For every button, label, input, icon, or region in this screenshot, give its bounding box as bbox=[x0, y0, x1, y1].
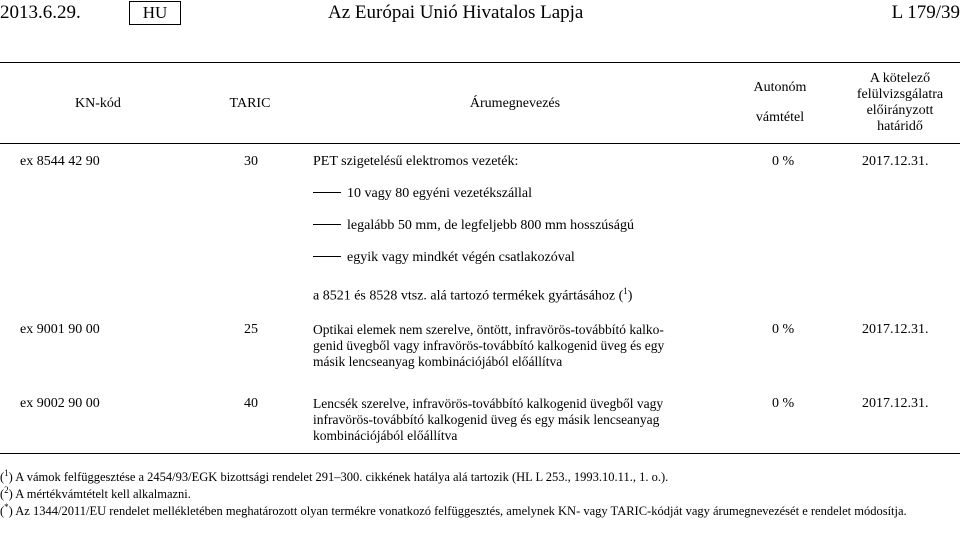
footnote-text: A mértékvámtételt kell alkalmazni. bbox=[15, 487, 191, 502]
dash-marker bbox=[313, 256, 341, 257]
description-cell bbox=[313, 322, 718, 370]
description-tail-text: a 8521 és 8528 vtsz. alá tartozó termékek gyártásához bbox=[313, 288, 616, 304]
description-cell bbox=[313, 396, 718, 444]
column-header-description: Árumegnevezés bbox=[469, 96, 561, 111]
footnote-mark: 1 bbox=[4, 468, 9, 478]
description-line: másik lencseanyag kombinációjából előállítva bbox=[313, 354, 563, 369]
review-date-cell: 2017.12.31. bbox=[862, 322, 929, 337]
taric-cell: 40 bbox=[244, 396, 258, 411]
footnote: (*) Az 1344/2011/EU rendelet mellékletében meghatározott olyan termékre vonatkozó felfüggesztés, amelynek KN- vagy TARIC-kódját vagy árumegnevezését e rendelet módosítja. bbox=[0, 502, 907, 519]
review-date-cell: 2017.12.31. bbox=[862, 396, 929, 411]
duty-cell: 0 % bbox=[772, 154, 795, 169]
duty-header-line1: Autonóm bbox=[753, 80, 807, 95]
footnote-ref: 1 bbox=[623, 286, 628, 296]
footnote-mark: * bbox=[4, 502, 9, 512]
description-list-item bbox=[313, 250, 575, 266]
description-line: kombinációjából előállítva bbox=[313, 428, 458, 443]
description-item-text: legalább 50 mm, de legfeljebb 800 mm hosszúságú bbox=[347, 218, 634, 233]
table-bottom-rule bbox=[0, 453, 960, 454]
footnote-mark: 2 bbox=[4, 485, 9, 495]
description-item-text: 10 vagy 80 egyéni vezetékszállal bbox=[347, 186, 533, 201]
description-line: infravörös-továbbító kalkogenid üveg és egy másik lencseanyag bbox=[313, 412, 660, 427]
column-header-review-date bbox=[840, 71, 960, 135]
page-number: L 179/39 bbox=[891, 2, 960, 23]
column-header-duty bbox=[730, 80, 830, 126]
review-header-line2: felülvizsgálatra bbox=[856, 87, 944, 102]
taric-cell: 30 bbox=[244, 154, 258, 169]
duty-cell: 0 % bbox=[772, 396, 795, 411]
description-item-text: egyik vagy mindkét végén csatlakozóval bbox=[347, 250, 575, 265]
dash-marker bbox=[313, 192, 341, 193]
description-line: Optikai elemek nem szerelve, öntött, infravörös-továbbító kalko- bbox=[313, 322, 664, 337]
review-date-cell: 2017.12.31. bbox=[862, 154, 929, 169]
description-line: Lencsék szerelve, infravörös-továbbító kalkogenid üvegből vagy bbox=[313, 396, 664, 411]
kn-code-cell: ex 8544 42 90 bbox=[20, 154, 100, 169]
description-list-item bbox=[313, 218, 634, 234]
language-badge: HU bbox=[129, 1, 181, 25]
description-list-item bbox=[313, 186, 532, 202]
footnote-text: Az 1344/2011/EU rendelet mellékletében meghatározott olyan termékre vonatkozó felfüggesztés, amelynek KN- vagy TARIC-kódját vagy árumegnevezését e rendelet módosítja. bbox=[15, 504, 907, 519]
description-title: PET szigetelésű elektromos vezeték: bbox=[313, 154, 519, 169]
dash-marker bbox=[313, 224, 341, 225]
journal-title: Az Európai Unió Hivatalos Lapja bbox=[328, 2, 584, 23]
kn-code-cell: ex 9001 90 00 bbox=[20, 322, 100, 337]
review-header-line3: előirányzott bbox=[866, 103, 934, 118]
duty-cell: 0 % bbox=[772, 322, 795, 337]
header-bottom-rule bbox=[0, 143, 960, 144]
description-line: genid üvegből vagy infravörös-továbbító kalkogenid üveg és egy bbox=[313, 338, 665, 353]
footnote: ($^2$) A mértékvámtételt kell alkalmazni. bbox=[0, 485, 191, 502]
description-tail: a 8521 és 8528 vtsz. alá tartozó termékek gyártásához ($^1$) bbox=[313, 286, 633, 304]
table-top-rule bbox=[0, 62, 960, 63]
column-header-taric: TARIC bbox=[229, 96, 271, 111]
kn-code-cell: ex 9002 90 00 bbox=[20, 396, 100, 411]
review-header-line1: A kötelező bbox=[869, 71, 931, 86]
column-header-kn-code: KN-kód bbox=[75, 96, 121, 111]
footnote-text: A vámok felfüggesztése a 2454/93/EGK bizottsági rendelet 291–300. cikkének hatálya alá tartozik (HL L 253., 1993.10.11., 1. o.). bbox=[15, 470, 669, 485]
publication-date: 2013.6.29. bbox=[0, 2, 81, 23]
review-header-line4: határidő bbox=[877, 119, 923, 134]
duty-header-line2: vámtétel bbox=[755, 110, 805, 125]
taric-cell: 25 bbox=[244, 322, 258, 337]
footnote: ($^1$) A vámok felfüggesztése a 2454/93/EGK bizottsági rendelet 291–300. cikkének hatálya alá tartozik (HL L 253., 1993.10.11., 1. o.). bbox=[0, 468, 669, 485]
